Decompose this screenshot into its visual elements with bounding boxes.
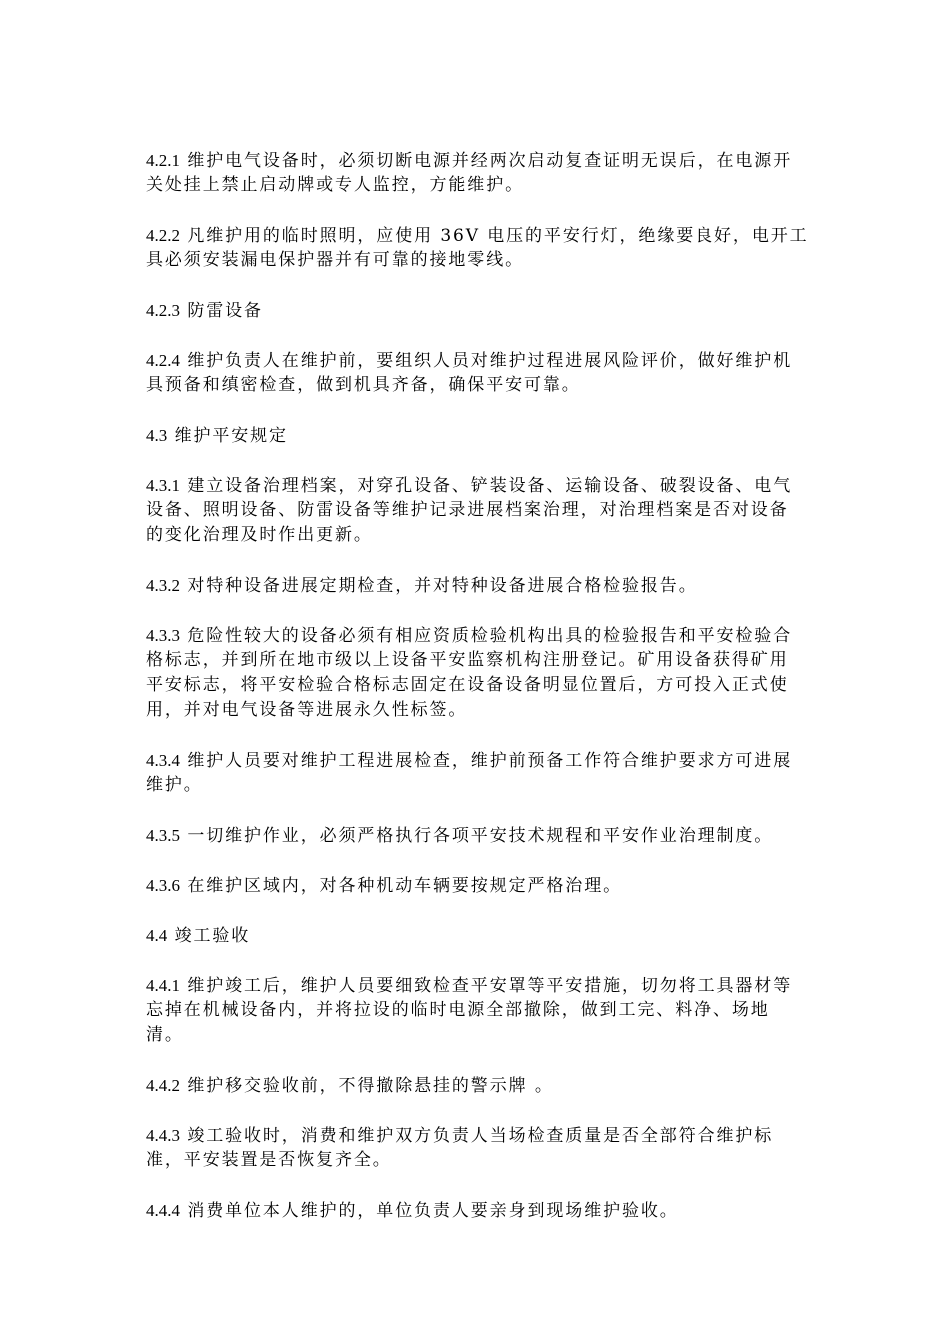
paragraph-text: 建立设备治理档案，对穿孔设备、铲装设备、运输设备、破裂设备、电气 — [187, 476, 793, 496]
paragraph-text: 维护电气设备时，必须切断电源并经两次启动复查证明无误后，在电源开 — [187, 151, 793, 171]
section-number: 4.2.4 — [146, 351, 180, 370]
paragraph-4-3-2 — [146, 573, 816, 598]
paragraph-4-3-1 — [146, 473, 816, 548]
section-number: 4.3.6 — [146, 876, 180, 895]
paragraph-4-4-2 — [146, 1073, 816, 1098]
paragraph-4-3-3 — [146, 623, 816, 723]
section-number: 4.2.1 — [146, 151, 180, 170]
section-number: 4.3.1 — [146, 476, 180, 495]
paragraph-text: 用，并对电气设备等进展永久性标签。 — [146, 700, 468, 720]
paragraph-text: 维护。 — [146, 775, 203, 795]
document-page — [146, 148, 816, 1248]
section-number: 4.3 — [146, 426, 168, 445]
paragraph-4-4-3 — [146, 1123, 816, 1173]
paragraph-text: 竣工验收时，消费和维护双方负责人当场检查质量是否全部符合维护标 — [187, 1126, 774, 1146]
section-number: 4.2.2 — [146, 226, 180, 245]
paragraph-text: 关处挂上禁止启动牌或专人监控，方能维护。 — [146, 175, 524, 195]
paragraph-text: 危险性较大的设备必须有相应资质检验机构出具的检验报告和平安检验合 — [187, 626, 793, 646]
paragraph-4-3-4 — [146, 748, 816, 798]
paragraph-text: 消费单位本人维护的，单位负责人要亲身到现场维护验收。 — [187, 1201, 679, 1221]
paragraph-text: 维护移交验收前，不得撤除悬挂的警示牌 。 — [187, 1076, 554, 1096]
paragraph-text: 维护人员要对维护工程进展检查，维护前预备工作符合维护要求方可进展 — [187, 751, 793, 771]
paragraph-text: 设备、照明设备、防雷设备等维护记录进展档案治理，对治理档案是否对设备 — [146, 500, 789, 520]
paragraph-text: 准，平安装置是否恢复齐全。 — [146, 1150, 392, 1170]
section-number: 4.4.1 — [146, 976, 180, 995]
section-number: 4.3.2 — [146, 576, 180, 595]
paragraph-text: 在维护区域内，对各种机动车辆要按规定严格治理。 — [187, 876, 623, 896]
paragraph-4-3-5 — [146, 823, 816, 848]
paragraph-text: 清。 — [146, 1025, 184, 1045]
heading-text: 竣工验收 — [174, 926, 251, 946]
section-number: 4.3.3 — [146, 626, 180, 645]
section-number: 4.3.5 — [146, 826, 180, 845]
section-number: 4.4.3 — [146, 1126, 180, 1145]
section-number: 4.2.3 — [146, 301, 180, 320]
heading-4-2-3 — [146, 298, 816, 323]
paragraph-4-2-4 — [146, 348, 816, 398]
paragraph-text: 维护负责人在维护前，要组织人员对维护过程进展风险评价，做好维护机 — [187, 351, 793, 371]
paragraph-4-3-6 — [146, 873, 816, 898]
section-number: 4.4.4 — [146, 1201, 180, 1220]
heading-text: 防雷设备 — [187, 301, 263, 321]
section-number: 4.4.2 — [146, 1076, 180, 1095]
paragraph-text: 格标志，并到所在地市级以上设备平安监察机构注册登记。矿用设备获得矿用 — [146, 650, 789, 670]
heading-4-3 — [146, 423, 816, 448]
heading-text: 维护平安规定 — [174, 426, 288, 446]
paragraph-text: 具预备和缜密检查，做到机具齐备，确保平安可靠。 — [146, 375, 581, 395]
paragraph-text: 平安标志，将平安检验合格标志固定在设备设备明显位置后，方可投入正式使 — [146, 675, 789, 695]
paragraph-4-4-4 — [146, 1198, 816, 1223]
paragraph-text: 一切维护作业，必须严格执行各项平安技术规程和平安作业治理制度。 — [187, 826, 774, 846]
paragraph-text: 对特种设备进展定期检查，并对特种设备进展合格检验报告。 — [187, 576, 698, 596]
paragraph-4-4-1 — [146, 973, 816, 1048]
section-number: 4.4 — [146, 926, 168, 945]
paragraph-4-2-1 — [146, 148, 816, 198]
paragraph-text: 忘掉在机械设备内，并将拉设的临时电源全部撤除，做到工完、料净、场地 — [146, 1000, 770, 1020]
paragraph-text: 的变化治理及时作出更新。 — [146, 525, 373, 545]
heading-4-4 — [146, 923, 816, 948]
section-number: 4.3.4 — [146, 751, 180, 770]
paragraph-text: 维护竣工后，维护人员要细致检查平安罩等平安措施，切勿将工具器材等 — [187, 976, 793, 996]
paragraph-text: 凡维护用的临时照明，应使用 36V 电压的平安行灯，绝缘要良好，电开工 — [187, 226, 809, 246]
paragraph-4-2-2 — [146, 223, 816, 273]
paragraph-text: 具必须安装漏电保护器并有可靠的接地零线。 — [146, 250, 524, 270]
